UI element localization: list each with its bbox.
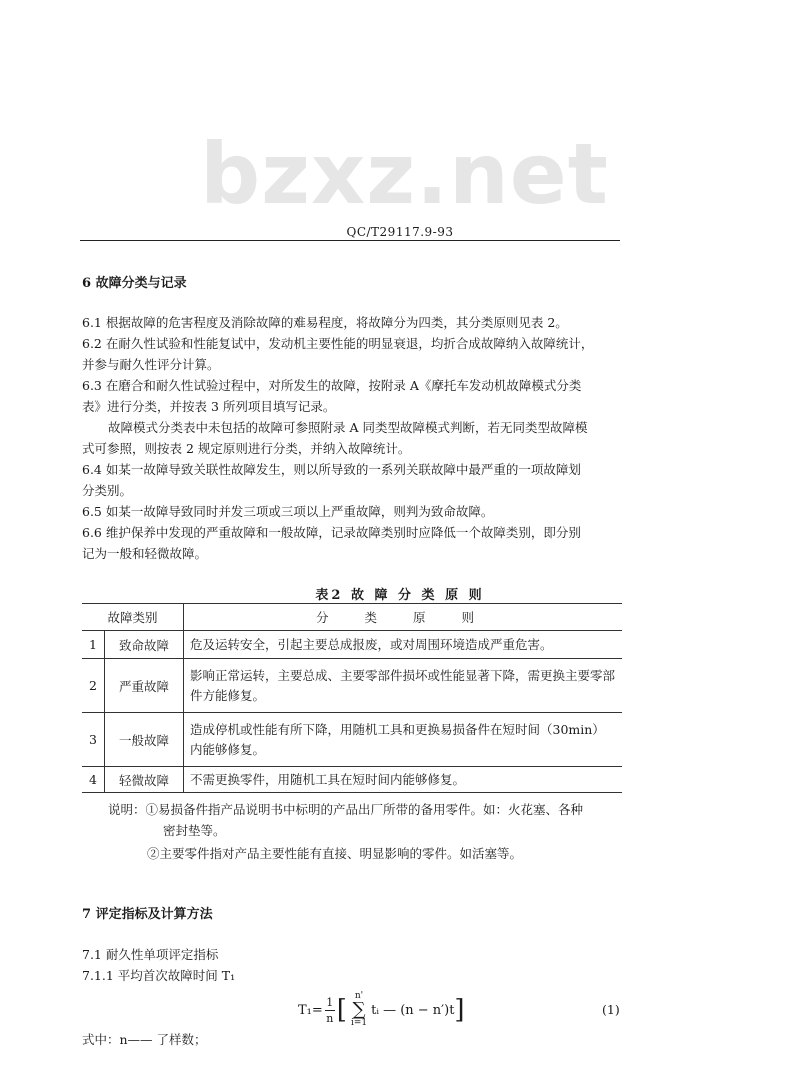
- formula-fraction: [325, 996, 335, 1025]
- header-fault-category: 故障类别: [82, 604, 184, 631]
- row-category: 严重故障: [105, 659, 184, 713]
- section-6-heading: 6 故障分类与记录: [82, 276, 187, 291]
- table-row: [82, 659, 622, 713]
- left-bracket: [: [336, 995, 347, 1025]
- fraction-denominator: n: [326, 1011, 334, 1025]
- table-2-title: 表2 故 障 分 类 原 则: [315, 588, 485, 603]
- row-description: 不需更换零件，用随机工具在短时间内能够修复。: [184, 767, 623, 793]
- clause-6-2-line2: 并参与耐久性评分计算。: [82, 357, 220, 372]
- row-category: 轻微故障: [105, 767, 184, 793]
- clause-6-5: 6.5 如某一故障导致同时并发三项或三项以上严重故障，则判为致命故障。: [82, 504, 494, 519]
- fraction-bar: [325, 1010, 335, 1011]
- clause-6-6-line2: 记为一般和轻微故障。: [82, 546, 208, 561]
- clause-6-3-line4: 式可参照，则按表 2 规定原则进行分类，并纳入故障统计。: [82, 441, 411, 456]
- clause-6-3-line1: 6.3 在磨合和耐久性试验过程中，对所发生的故障，按附录 A《摩托车发动机故障模式分类: [82, 378, 582, 393]
- sigma-icon: ∑: [352, 999, 366, 1020]
- table-row: [82, 767, 622, 793]
- formula-lhs: T₁=: [298, 1002, 323, 1018]
- sigma-lower-limit: i=1: [350, 1018, 368, 1028]
- header-rule: [80, 240, 620, 241]
- fraction-numerator: 1: [326, 995, 334, 1009]
- summation: [351, 992, 367, 1028]
- watermark: bzxz.net: [200, 125, 609, 223]
- row-category: 一般故障: [105, 713, 184, 767]
- table-note-1-line1: 说明：①易损备件指产品说明书中标明的产品出厂所带的备用零件。如：火花塞、各种: [108, 802, 584, 817]
- clause-6-3-line3: 故障模式分类表中未包括的故障可参照附录 A 同类型故障模式判断，若无同类型故障模: [108, 420, 588, 435]
- row-number: 1: [82, 631, 105, 659]
- table-note-1-line2: 密封垫等。: [163, 823, 226, 838]
- table-row: [82, 713, 622, 767]
- clause-6-4-line2: 分类别。: [82, 483, 133, 498]
- row-description: 影响正常运转，主要总成、主要零部件损坏或性能显著下降，需更换主要零部件方能修复。: [184, 659, 623, 713]
- table-note-2: ②主要零件指对产品主要性能有直接、明显影响的零件。如活塞等。: [147, 846, 523, 861]
- section-7-heading: 7 评定指标及计算方法: [82, 907, 213, 922]
- right-bracket: ]: [454, 995, 465, 1025]
- header-classification-principle: 分 类 原 则: [184, 604, 623, 631]
- row-number: 2: [82, 659, 105, 713]
- where-clause: 式中：n—— 了样数；: [82, 1032, 207, 1047]
- standard-code-header: QC/T29117.9-93: [346, 225, 454, 239]
- clause-7-1-heading: 7.1 耐久性单项评定指标: [82, 947, 219, 962]
- clause-6-6-line1: 6.6 维护保养中发现的严重故障和一般故障，记录故障类别时应降低一个故障类别，即分别: [82, 525, 581, 540]
- table-row: [82, 631, 622, 659]
- row-number: 3: [82, 713, 105, 767]
- table-header-row: [82, 604, 622, 631]
- clause-6-3-line2: 表》进行分类，并按表 3 所列项目填写记录。: [82, 399, 336, 414]
- row-category: 致命故障: [105, 631, 184, 659]
- clause-7-1-1-heading: 7.1.1 平均首次故障时间 T₁: [82, 968, 236, 983]
- row-description: 危及运转安全，引起主要总成报废，或对周围环境造成严重危害。: [184, 631, 623, 659]
- mttff-formula: [298, 992, 465, 1028]
- formula-body: tᵢ — (n − n′)t: [371, 1002, 455, 1018]
- fault-classification-table: [82, 603, 622, 793]
- sigma-upper-limit: n': [354, 991, 364, 1001]
- equation-number: (1): [602, 1002, 620, 1017]
- row-number: 4: [82, 767, 105, 793]
- clause-6-1: 6.1 根据故障的危害程度及消除故障的难易程度，将故障分为四类，其分类原则见表 2。: [82, 315, 568, 330]
- clause-6-4-line1: 6.4 如某一故障导致关联性故障发生，则以所导致的一系列关联故障中最严重的一项故障划: [82, 462, 581, 477]
- clause-6-2-line1: 6.2 在耐久性试验和性能复试中，发动机主要性能的明显衰退，均折合成故障纳入故障统计，: [82, 336, 594, 351]
- row-description: 造成停机或性能有所下降，用随机工具和更换易损备件在短时间（30min）内能够修复。: [184, 713, 623, 767]
